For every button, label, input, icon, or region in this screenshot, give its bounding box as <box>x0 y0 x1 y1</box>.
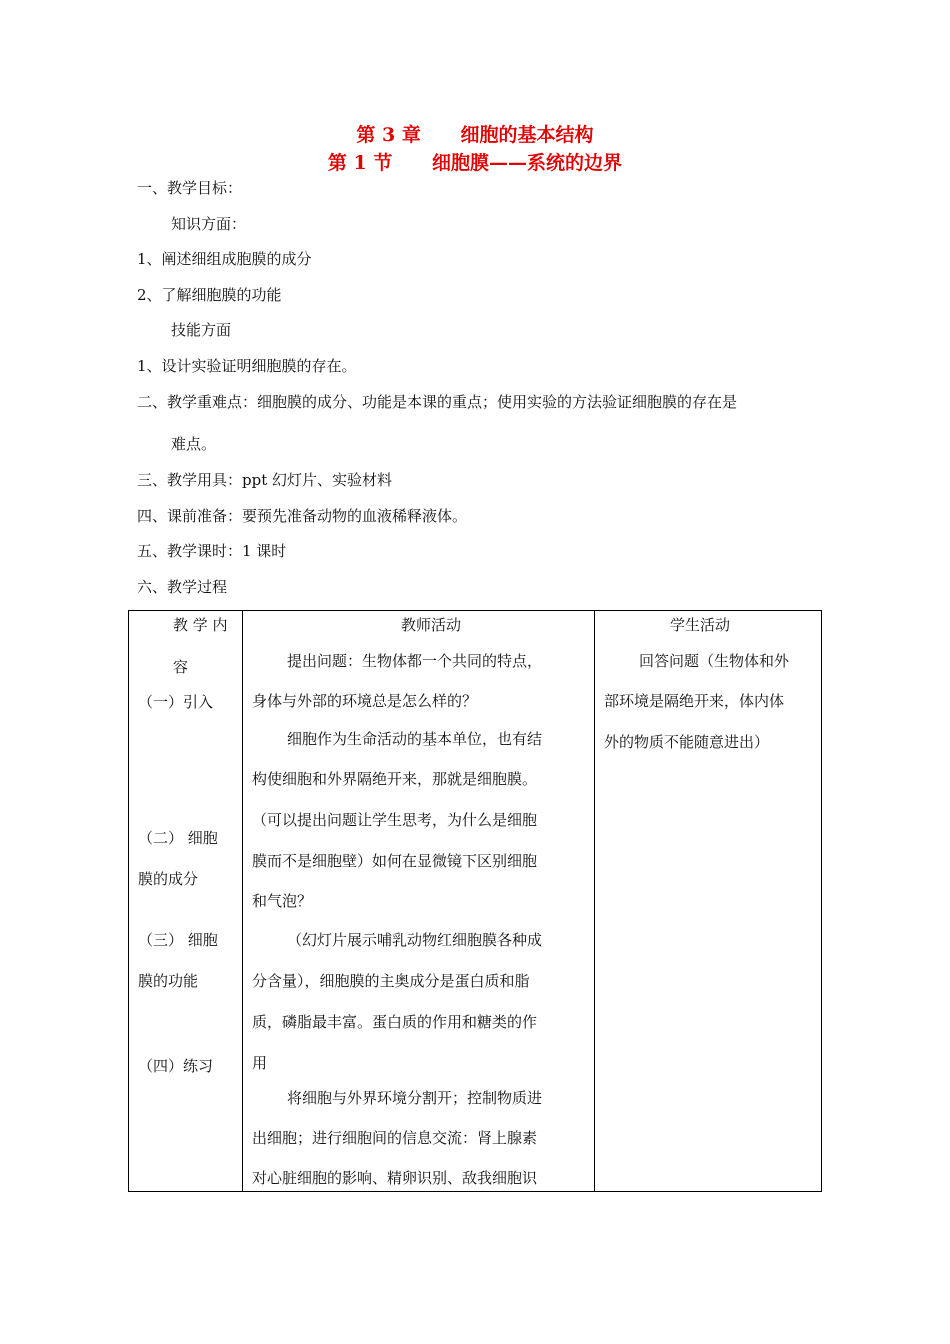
teaching-process-heading: 六、教学过程 <box>137 578 228 596</box>
teacher-line-6: 膜而不是细胞壁）如何在显微镜下区别细胞 <box>252 852 538 870</box>
skill-heading: 技能方面 <box>171 321 232 339</box>
teacher-line-8: （幻灯片展示哺乳动物红细胞膜各种成 <box>287 931 543 949</box>
teaching-goals-heading: 一、教学目标： <box>137 179 243 197</box>
class-hours: 五、教学课时：1 课时 <box>137 542 287 560</box>
section-title: 第 1 节 细胞膜——系统的边界 <box>327 152 623 174</box>
content-membrane-function-line-2: 膜的功能 <box>138 972 199 990</box>
teacher-line-5: （可以提出问题让学生思考，为什么是细胞 <box>252 811 538 829</box>
teacher-line-14: 对心脏细胞的影响、精卵识别、敌我细胞识 <box>252 1169 538 1187</box>
teacher-line-1: 提出问题：生物体都一个共同的特点， <box>287 652 543 670</box>
header-content-line-2: 容 <box>173 658 189 676</box>
teacher-line-7: 和气泡？ <box>252 892 313 910</box>
skill-item-1: 1、设计实验证明细胞膜的存在。 <box>137 357 357 375</box>
key-points-line-2: 难点。 <box>171 435 217 453</box>
content-introduction: （一）引入 <box>138 693 214 711</box>
teacher-activity-header: 教师活动 <box>401 616 462 634</box>
teacher-line-10: 质，磷脂最丰富。蛋白质的作用和糖类的作 <box>252 1013 538 1031</box>
teacher-line-3: 细胞作为生命活动的基本单位，也有结 <box>287 730 543 748</box>
content-column <box>129 611 242 1191</box>
knowledge-item-1: 1、阐述细组成胞膜的成分 <box>137 250 312 268</box>
teacher-line-4: 构使细胞和外界隔绝开来，那就是细胞膜。 <box>252 770 538 788</box>
student-line-3: 外的物质不能随意进出） <box>604 733 770 751</box>
teacher-line-11: 用 <box>252 1054 268 1072</box>
student-line-1: 回答问题（生物体和外 <box>639 652 790 670</box>
content-membrane-function-line-1: （三） 细胞 <box>138 931 218 949</box>
teacher-line-9: 分含量），细胞膜的主奥成分是蛋白质和脂 <box>252 972 530 990</box>
teacher-line-12: 将细胞与外界环境分割开；控制物质进 <box>287 1089 543 1107</box>
header-content-line-1: 教 学 内 <box>173 616 228 634</box>
chapter-title: 第 3 章 细胞的基本结构 <box>356 124 594 146</box>
student-line-2: 部环境是隔绝开来，体内体 <box>604 692 785 710</box>
content-exercise: （四）练习 <box>138 1057 214 1075</box>
student-activity-column <box>595 611 821 1191</box>
key-points-line-1: 二、教学重难点：细胞膜的成分、功能是本课的重点；使用实验的方法验证细胞膜的存在是 <box>137 393 738 411</box>
content-membrane-composition-line-2: 膜的成分 <box>138 870 199 888</box>
teaching-tools: 三、教学用具：ppt 幻灯片、实验材料 <box>137 471 393 489</box>
content-membrane-composition-line-1: （二） 细胞 <box>138 829 218 847</box>
teacher-activity-column <box>243 611 594 1191</box>
knowledge-item-2: 2、了解细胞膜的功能 <box>137 286 282 304</box>
knowledge-heading: 知识方面： <box>171 215 247 233</box>
student-activity-header: 学生活动 <box>670 616 731 634</box>
teacher-line-2: 身体与外部的环境总是怎么样的？ <box>252 692 478 710</box>
class-preparation: 四、课前准备：要预先准备动物的血液稀释液体。 <box>137 507 468 525</box>
lesson-table <box>128 610 822 1192</box>
teacher-line-13: 出细胞；进行细胞间的信息交流：肾上腺素 <box>252 1129 538 1147</box>
